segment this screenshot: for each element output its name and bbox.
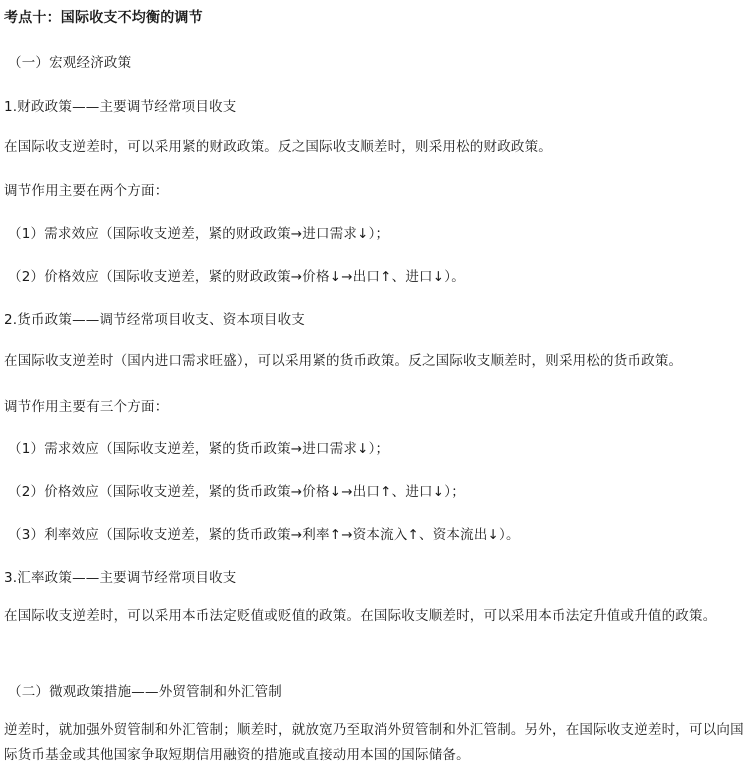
subheading-fiscal-policy: 1.财政政策——主要调节经常项目收支 xyxy=(4,99,237,115)
monetary-item-demand-effect: （1）需求效应（国际收支逆差，紧的货币政策→进口需求↓）； xyxy=(8,441,390,457)
fiscal-item-demand-effect: （1）需求效应（国际收支逆差，紧的财政政策→进口需求↓）； xyxy=(8,226,390,242)
monetary-item-interest-rate-effect: （3）利率效应（国际收支逆差，紧的货币政策→利率↑→资本流入↑、资本流出↓）。 xyxy=(8,527,520,543)
monetary-item-price-effect: （2）价格效应（国际收支逆差，紧的货币政策→价格↓→出口↑、进口↓）； xyxy=(8,484,465,500)
page-title: 考点十：国际收支不均衡的调节 xyxy=(4,10,203,26)
paragraph-exchange-rate-policy: 在国际收支逆差时，可以采用本币法定贬值或贬值的政策。在国际收支顺差时，可以采用本币法定升值或升值的政策。 xyxy=(4,608,717,624)
subheading-monetary-policy: 2.货币政策——调节经常项目收支、资本项目收支 xyxy=(4,312,305,328)
paragraph-fiscal-policy: 在国际收支逆差时，可以采用紧的财政政策。反之国际收支顺差时，则采用松的财政政策。 xyxy=(4,139,552,155)
paragraph-monetary-policy: 在国际收支逆差时（国内进口需求旺盛），可以采用紧的货币政策。反之国际收支顺差时，则采用松的货币政策。 xyxy=(4,353,683,369)
section-heading-macro: （一）宏观经济政策 xyxy=(8,55,132,71)
fiscal-aspects-intro: 调节作用主要在两个方面： xyxy=(4,183,169,199)
subheading-exchange-rate-policy: 3.汇率政策——主要调节经常项目收支 xyxy=(4,570,237,586)
paragraph-micro-measures: 逆差时，就加强外贸管制和外汇管制；顺差时，就放宽乃至取消外贸管制和外汇管制。另外，在国际收支逆差时，可以向国际货币基金或其他国家争取短期信用融资的措施或直接动用本国的国际储备。 xyxy=(4,722,744,763)
monetary-aspects-intro: 调节作用主要有三个方面： xyxy=(4,399,169,415)
fiscal-item-price-effect: （2）价格效应（国际收支逆差，紧的财政政策→价格↓→出口↑、进口↓）。 xyxy=(8,269,465,285)
section-heading-micro: （二）微观政策措施——外贸管制和外汇管制 xyxy=(8,684,282,700)
